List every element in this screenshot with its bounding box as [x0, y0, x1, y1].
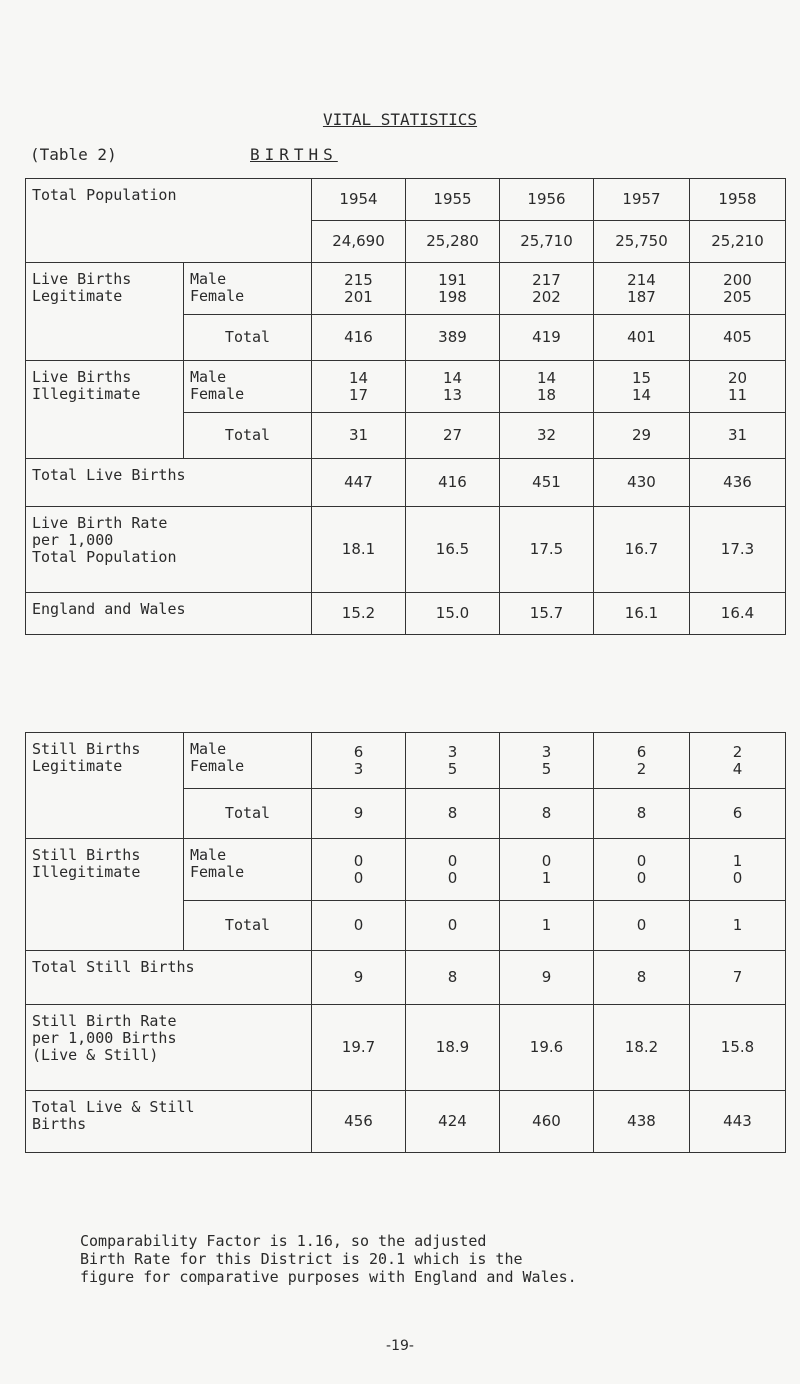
row-label: Legitimate	[32, 287, 123, 305]
value-cell: 0 1	[500, 839, 594, 901]
total-still-births-label: Total Still Births	[26, 951, 312, 1005]
value-cell: 19.7	[312, 1005, 406, 1091]
value-cell: 18.9	[406, 1005, 500, 1091]
value-cell: 14 13	[406, 361, 500, 413]
male-label: Male	[190, 270, 227, 288]
footnote-line: figure for comparative purposes with England and Wales.	[80, 1268, 577, 1286]
row-label: Live Births	[32, 270, 132, 288]
value-cell: 8	[594, 789, 690, 839]
footnote	[80, 1232, 760, 1286]
value-cell: 416	[406, 459, 500, 507]
row-label: Live Birth Rate	[32, 514, 168, 532]
footnote-line: Birth Rate for this District is 20.1 which is the	[80, 1250, 523, 1268]
value-cell: 443	[690, 1091, 786, 1153]
value-cell: 0	[406, 901, 500, 951]
population-value: 25,750	[594, 221, 690, 263]
value-cell: 17.3	[690, 507, 786, 593]
value-cell: 8	[594, 951, 690, 1005]
value-cell: 15.8	[690, 1005, 786, 1091]
value-cell: 217 202	[500, 263, 594, 315]
value-cell: 16.1	[594, 593, 690, 635]
value-cell: 9	[312, 789, 406, 839]
total-population-label: Total Population	[26, 179, 312, 263]
value-cell: 416	[312, 315, 406, 361]
population-value: 24,690	[312, 221, 406, 263]
value-cell: 8	[500, 789, 594, 839]
value-cell: 9	[500, 951, 594, 1005]
value-cell: 3 5	[406, 733, 500, 789]
male-label: Male	[190, 846, 227, 864]
value-cell: 32	[500, 413, 594, 459]
value-cell: 8	[406, 951, 500, 1005]
value-cell: 15.0	[406, 593, 500, 635]
total-live-births-label: Total Live Births	[26, 459, 312, 507]
live-legit-label	[26, 263, 184, 361]
value-cell: 405	[690, 315, 786, 361]
still-legit-label	[26, 733, 184, 839]
value-cell: 16.4	[690, 593, 786, 635]
value-cell: 1 0	[690, 839, 786, 901]
row-label: Live Births	[32, 368, 132, 386]
value-cell: 438	[594, 1091, 690, 1153]
value-cell: 18.1	[312, 507, 406, 593]
section-subtitle: BIRTHS	[250, 145, 338, 164]
still-illegit-label	[26, 839, 184, 951]
male-label: Male	[190, 740, 227, 758]
value-cell: 27	[406, 413, 500, 459]
page-number: -19-	[386, 1338, 414, 1354]
value-cell: 16.5	[406, 507, 500, 593]
live-illegit-label	[26, 361, 184, 459]
total-live-still-label	[26, 1091, 312, 1153]
female-label: Female	[190, 287, 245, 305]
value-cell: 9	[312, 951, 406, 1005]
table-number: (Table 2)	[30, 145, 117, 164]
value-cell: 191 198	[406, 263, 500, 315]
row-label: Illegitimate	[32, 385, 141, 403]
value-cell: 0	[312, 901, 406, 951]
row-label: per 1,000 Births	[32, 1029, 177, 1047]
total-label: Total	[184, 315, 312, 361]
footnote-line: Comparability Factor is 1.16, so the adjusted	[80, 1232, 487, 1250]
male-label: Male	[190, 368, 227, 386]
sex-labels	[184, 361, 312, 413]
value-cell: 8	[406, 789, 500, 839]
total-label: Total	[184, 789, 312, 839]
value-cell: 460	[500, 1091, 594, 1153]
value-cell: 1	[690, 901, 786, 951]
live-birth-rate-label	[26, 507, 312, 593]
value-cell: 14 17	[312, 361, 406, 413]
value-cell: 2 4	[690, 733, 786, 789]
value-cell: 436	[690, 459, 786, 507]
row-label: per 1,000	[32, 531, 114, 549]
value-cell: 15.2	[312, 593, 406, 635]
value-cell: 389	[406, 315, 500, 361]
row-label: Total Population	[32, 548, 177, 566]
population-value: 25,210	[690, 221, 786, 263]
sex-labels	[184, 733, 312, 789]
female-label: Female	[190, 385, 245, 403]
female-label: Female	[190, 757, 245, 775]
value-cell: 6 3	[312, 733, 406, 789]
value-cell: 18.2	[594, 1005, 690, 1091]
year-header: 1957	[594, 179, 690, 221]
population-value: 25,280	[406, 221, 500, 263]
value-cell: 14 18	[500, 361, 594, 413]
row-label: Still Birth Rate	[32, 1012, 177, 1030]
page-title: VITAL STATISTICS	[322, 110, 478, 129]
sex-labels	[184, 839, 312, 901]
value-cell: 3 5	[500, 733, 594, 789]
value-cell: 214 187	[594, 263, 690, 315]
year-header: 1954	[312, 179, 406, 221]
value-cell: 29	[594, 413, 690, 459]
value-cell: 15.7	[500, 593, 594, 635]
value-cell: 1	[500, 901, 594, 951]
value-cell: 0 0	[312, 839, 406, 901]
row-label: Births	[32, 1115, 87, 1133]
value-cell: 20 11	[690, 361, 786, 413]
value-cell: 430	[594, 459, 690, 507]
value-cell: 6 2	[594, 733, 690, 789]
row-label: Total Live & Still	[32, 1098, 195, 1116]
value-cell: 419	[500, 315, 594, 361]
value-cell: 7	[690, 951, 786, 1005]
total-label: Total	[184, 901, 312, 951]
value-cell: 447	[312, 459, 406, 507]
value-cell: 401	[594, 315, 690, 361]
year-header: 1958	[690, 179, 786, 221]
population-value: 25,710	[500, 221, 594, 263]
value-cell: 6	[690, 789, 786, 839]
value-cell: 200 205	[690, 263, 786, 315]
value-cell: 0 0	[594, 839, 690, 901]
year-header: 1956	[500, 179, 594, 221]
england-wales-label: England and Wales	[26, 593, 312, 635]
still-births-table	[25, 732, 786, 1153]
value-cell: 16.7	[594, 507, 690, 593]
value-cell: 31	[690, 413, 786, 459]
sex-labels	[184, 263, 312, 315]
value-cell: 424	[406, 1091, 500, 1153]
year-header: 1955	[406, 179, 500, 221]
value-cell: 451	[500, 459, 594, 507]
live-births-table	[25, 178, 786, 635]
total-label: Total	[184, 413, 312, 459]
row-label: Still Births	[32, 846, 141, 864]
value-cell: 15 14	[594, 361, 690, 413]
row-label: (Live & Still)	[32, 1046, 159, 1064]
value-cell: 215 201	[312, 263, 406, 315]
female-label: Female	[190, 863, 245, 881]
row-label: Legitimate	[32, 757, 123, 775]
row-label: Still Births	[32, 740, 141, 758]
row-label: Illegitimate	[32, 863, 141, 881]
value-cell: 17.5	[500, 507, 594, 593]
value-cell: 456	[312, 1091, 406, 1153]
value-cell: 31	[312, 413, 406, 459]
value-cell: 19.6	[500, 1005, 594, 1091]
value-cell: 0 0	[406, 839, 500, 901]
still-birth-rate-label	[26, 1005, 312, 1091]
value-cell: 0	[594, 901, 690, 951]
